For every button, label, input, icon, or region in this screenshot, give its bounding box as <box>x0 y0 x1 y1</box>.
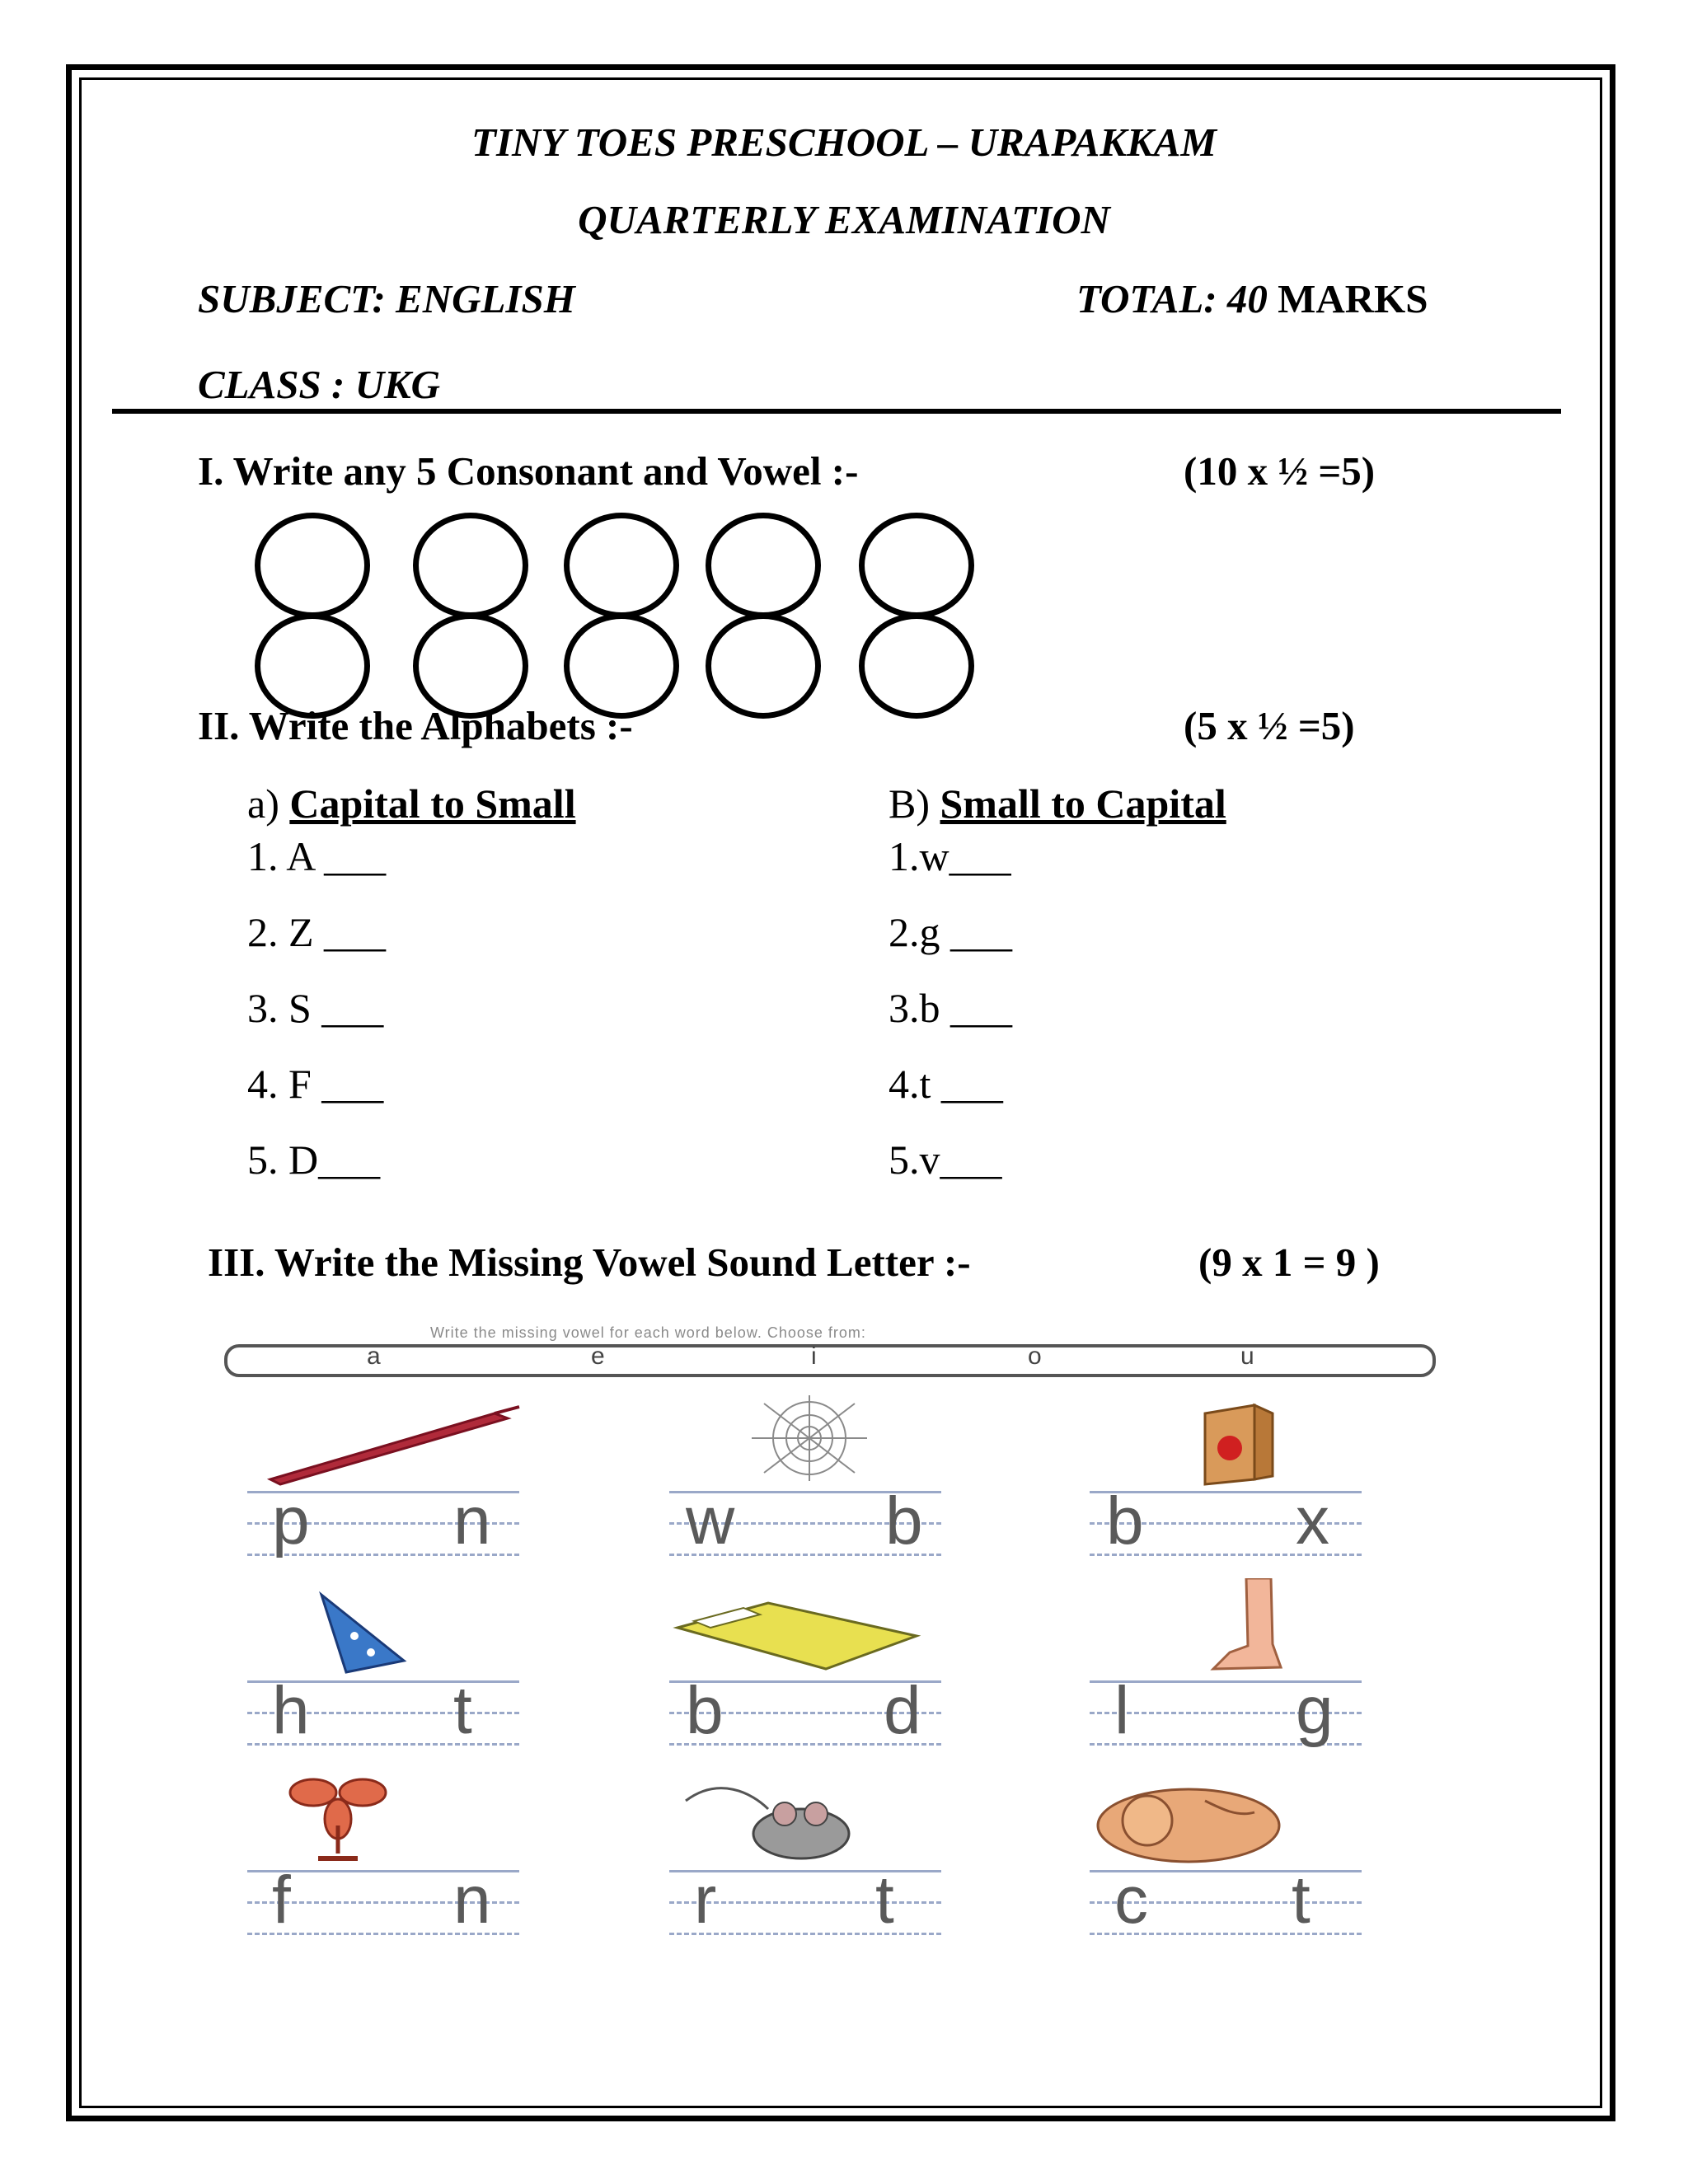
word-cell-pen <box>247 1389 528 1566</box>
vowel-choice: a <box>367 1343 381 1370</box>
part-b-prefix: B) <box>889 780 930 827</box>
vowel-choice: u <box>1240 1343 1254 1370</box>
part-a-prefix: a) <box>247 780 279 827</box>
small-item: 1.w___ <box>889 833 1011 879</box>
part-a-title: Capital to Small <box>289 780 576 827</box>
total-marks-prefix: TOTAL: 40 <box>1076 276 1268 321</box>
part-b-title: Small to Capital <box>940 780 1226 827</box>
small-item: 2.g ___ <box>889 909 1012 955</box>
total-marks-suffix: MARKS <box>1267 276 1428 321</box>
small-item: 4.t ___ <box>889 1061 1003 1107</box>
word-last-letter: n <box>453 1863 491 1938</box>
word-first-letter: l <box>1114 1673 1130 1748</box>
word-cell-web <box>669 1389 950 1566</box>
word-cell-leg <box>1090 1578 1370 1755</box>
exam-title: QUARTERLY EXAMINATION <box>578 197 1110 242</box>
word-last-letter: n <box>453 1483 491 1558</box>
word-cell-box <box>1090 1389 1370 1566</box>
vowel-choice: o <box>1028 1343 1042 1370</box>
word-cell-rat <box>669 1768 950 1945</box>
vowel-choice: e <box>591 1343 605 1370</box>
word-last-letter: t <box>1292 1863 1311 1938</box>
small-item: 3.b ___ <box>889 985 1012 1031</box>
answer-circle[interactable] <box>706 613 821 719</box>
word-cell-cat <box>1090 1768 1370 1945</box>
leg-picture <box>1090 1578 1370 1675</box>
school-name: TINY TOES PRESCHOOL – URAPAKKAM <box>471 120 1217 165</box>
word-first-letter: h <box>272 1673 310 1748</box>
pen-picture <box>247 1389 528 1486</box>
class-label: CLASS : UKG <box>198 362 441 407</box>
answer-circle[interactable] <box>255 513 370 618</box>
word-cell-fan <box>247 1768 528 1945</box>
section1-title: I. Write any 5 Consonant and Vowel :- <box>198 448 859 494</box>
total-marks <box>1076 275 1428 322</box>
word-first-letter: r <box>694 1863 717 1938</box>
word-first-letter: w <box>686 1483 735 1558</box>
answer-circle[interactable] <box>706 513 821 618</box>
answer-circle[interactable] <box>859 513 974 618</box>
word-cell-bed <box>669 1578 950 1755</box>
bed-picture <box>669 1578 950 1675</box>
word-cell-hat <box>247 1578 528 1755</box>
hat-picture <box>247 1578 528 1675</box>
word-first-letter: p <box>272 1483 310 1558</box>
part-a-heading <box>247 780 576 827</box>
fan-picture <box>247 1768 528 1865</box>
capital-item: 4. F ___ <box>247 1061 384 1107</box>
section2-title: II. Write the Alphabets :- <box>198 703 633 748</box>
cat-picture <box>1090 1768 1370 1865</box>
answer-circle[interactable] <box>859 613 974 719</box>
word-last-letter: g <box>1296 1673 1334 1748</box>
section3-marks: (9 x 1 = 9 ) <box>1198 1240 1380 1285</box>
answer-circle[interactable] <box>413 513 528 618</box>
word-last-letter: b <box>885 1483 923 1558</box>
word-first-letter: f <box>272 1863 291 1938</box>
word-last-letter: x <box>1296 1483 1329 1558</box>
word-first-letter: b <box>686 1673 724 1748</box>
capital-item: 5. D___ <box>247 1137 381 1183</box>
web-picture <box>669 1389 950 1486</box>
word-last-letter: t <box>875 1863 894 1938</box>
word-last-letter: t <box>453 1673 472 1748</box>
small-item: 5.v___ <box>889 1137 1002 1183</box>
section2-marks: (5 x ½ =5) <box>1184 703 1355 748</box>
word-first-letter: b <box>1106 1483 1144 1558</box>
capital-item: 3. S ___ <box>247 985 384 1031</box>
header-divider <box>112 409 1561 414</box>
part-b-heading <box>889 780 1226 827</box>
word-first-letter: c <box>1114 1863 1148 1938</box>
word-last-letter: d <box>884 1673 921 1748</box>
section1-marks: (10 x ½ =5) <box>1184 448 1376 494</box>
answer-circle[interactable] <box>564 513 679 618</box>
vowel-worksheet-image <box>216 1323 1452 1961</box>
section3-title: III. Write the Missing Vowel Sound Letter :- <box>208 1240 971 1285</box>
capital-item: 1. A ___ <box>247 833 387 879</box>
subject-label: SUBJECT: ENGLISH <box>198 276 575 321</box>
box-picture <box>1090 1389 1370 1486</box>
banner-caption: Write the missing vowel for each word below. Choose from: <box>430 1324 866 1341</box>
vowel-choice: i <box>811 1343 817 1370</box>
rat-picture <box>669 1768 950 1865</box>
capital-item: 2. Z ___ <box>247 909 387 955</box>
